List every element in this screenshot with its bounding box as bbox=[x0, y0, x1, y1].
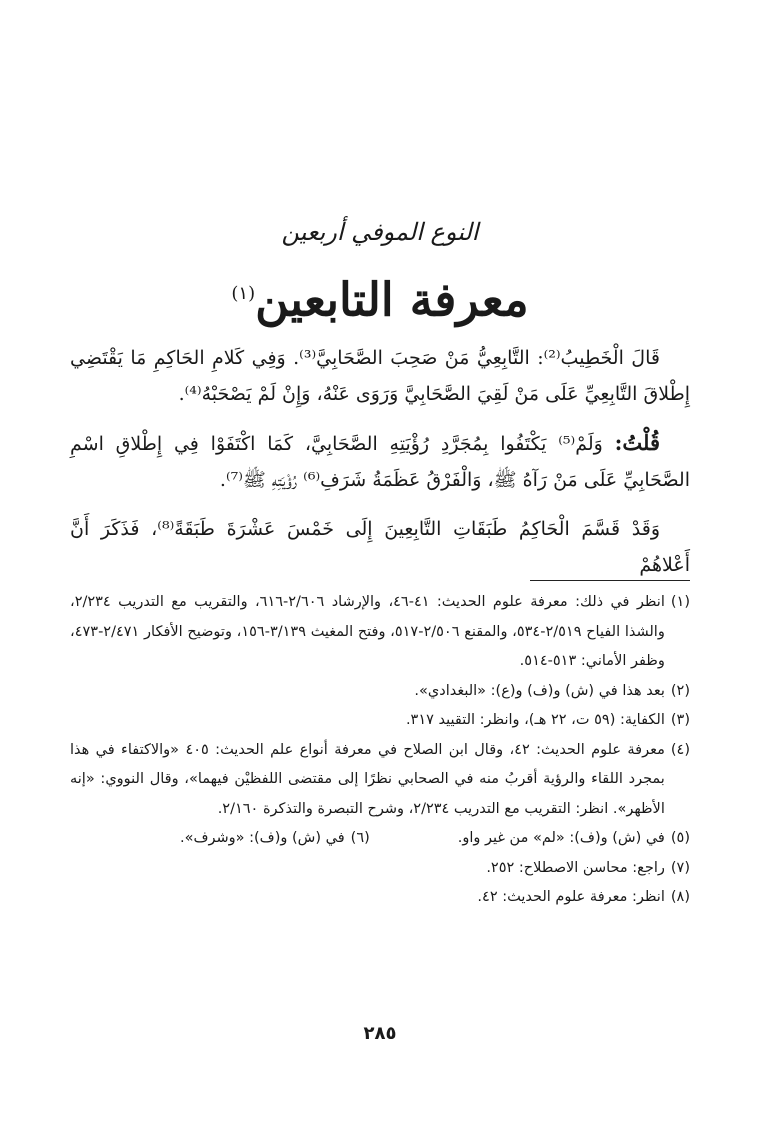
paragraph-1: قَالَ الْخَطِيبُ⁽²⁾: التَّابِعِيُّ مَنْ صَحِبَ الصَّحَابِيَّ⁽³⁾. وَفِي كَلامِ الحَاكِمِ مَا يَقْتَضِي إِطْلاقَ التَّابِعِيِّ عَلَى مَنْ لَقِيَ الصَّحَابِيَّ وَرَوَى عَنْهُ، وَإِنْ لَمْ يَصْحَبْهُ⁽⁴⁾. bbox=[70, 347, 690, 405]
footnote-2 bbox=[70, 677, 690, 707]
footnote-number: (٥) bbox=[670, 830, 690, 846]
chapter-title-text: معرفة التابعين bbox=[255, 272, 529, 327]
footnote-number: (٦) bbox=[350, 830, 370, 846]
footnote-number: (٨) bbox=[670, 889, 690, 905]
footnote-row-5-6 bbox=[70, 824, 690, 854]
footnote-1 bbox=[70, 588, 690, 677]
main-text bbox=[70, 340, 690, 596]
footnote-text: انظر في ذلك: معرفة علوم الحديث: ٤١-٤٦، والإرشاد ٢/٦٠٦-٦١٦، والتقريب مع التدريب ٢/٢٣٤، والشذا الفياح ٢/٥١٩-٥٣٤، والمقنع ٢/٥٠٦-٥١٧، وفتح المغيث ٣/١٣٩-١٥٦، وتوضيح الأفكار ٢/٤٧١-٤٧٣، وظفر الأماني: ٥١٣-٥١٤. bbox=[70, 594, 665, 669]
footnote-text: انظر: معرفة علوم الحديث: ٤٢. bbox=[477, 889, 665, 905]
footnote-text: في (ش) و(ف): «وشرف». bbox=[180, 830, 345, 846]
paragraph-2-lead: قُلْتُ: bbox=[614, 430, 660, 455]
footnote-number: (٧) bbox=[670, 859, 690, 876]
paragraph-3: وَقَدْ قَسَّمَ الْحَاكِمُ طَبَقَاتِ التَّابِعِينَ إِلَى خَمْسَ عَشْرَةَ طَبَقَةً⁽⁸⁾، فَذَكَرَ أَنَّ أَعْلاهُمْ bbox=[70, 518, 690, 576]
chapter-label: النوع الموفي أربعين bbox=[281, 218, 479, 246]
page-number: ٢٨٥ bbox=[363, 1023, 397, 1044]
footnote-5 bbox=[458, 824, 690, 854]
footnote-6 bbox=[180, 824, 370, 854]
chapter-title-note: (١) bbox=[231, 283, 256, 304]
footnote-text: معرفة علوم الحديث: ٤٢، وقال ابن الصلاح في معرفة أنواع علم الحديث: ٤٠٥ «والاكتفاء في هذا بمجرد اللقاء والرؤية أقربُ منه في الصحابي نظرًا إلى مقتضى اللفظيْن فيهما»، وقال النووي: «إنه الأظهر». انظر: التقريب مع التدريب ٢/٢٣٤، وشرح التبصرة والتذكرة ٢/١٦٠. bbox=[70, 741, 665, 817]
footnote-4 bbox=[70, 736, 690, 825]
footnote-3 bbox=[70, 706, 690, 736]
footnote-text: بعد هذا في (ش) و(ف) و(ع): «البغدادي». bbox=[414, 682, 665, 699]
footnote-text: في (ش) و(ف): «لم» من غير واو. bbox=[457, 830, 665, 846]
footnote-number: (٣) bbox=[670, 712, 690, 728]
footnote-text: راجع: محاسن الاصطلاح: ٢٥٢. bbox=[486, 859, 665, 876]
footnote-7 bbox=[70, 854, 690, 884]
chapter-title bbox=[0, 262, 760, 331]
paragraph-2-text: وَلَمْ⁽⁵⁾ يَكْتَفُوا بِمُجَرَّدِ رُؤْيَتِهِ الصَّحَابِيَّ، كَمَا اكْتَفَوْا فِي إِطْلاقِ اسْمِ الصَّحَابِيِّ عَلَى مَنْ رَآهُ ﷺ، وَالْفَرْقُ عَظَمَةُ شَرَفِ⁽⁶⁾ رُؤْيَتِهِ ﷺ⁽⁷⁾. bbox=[70, 433, 690, 491]
footnote-number: (١) bbox=[670, 594, 690, 610]
footnote-8 bbox=[70, 883, 690, 913]
footnote-text: الكفاية: (٥٩ ت، ٢٢ هـ)، وانظر: التقييد ٣١٧. bbox=[405, 712, 665, 728]
footnote-number: (٢) bbox=[670, 682, 690, 699]
footnotes bbox=[70, 588, 690, 913]
paragraph-2 bbox=[70, 425, 690, 498]
footnote-separator bbox=[530, 580, 690, 581]
footnote-number: (٤) bbox=[670, 741, 690, 758]
